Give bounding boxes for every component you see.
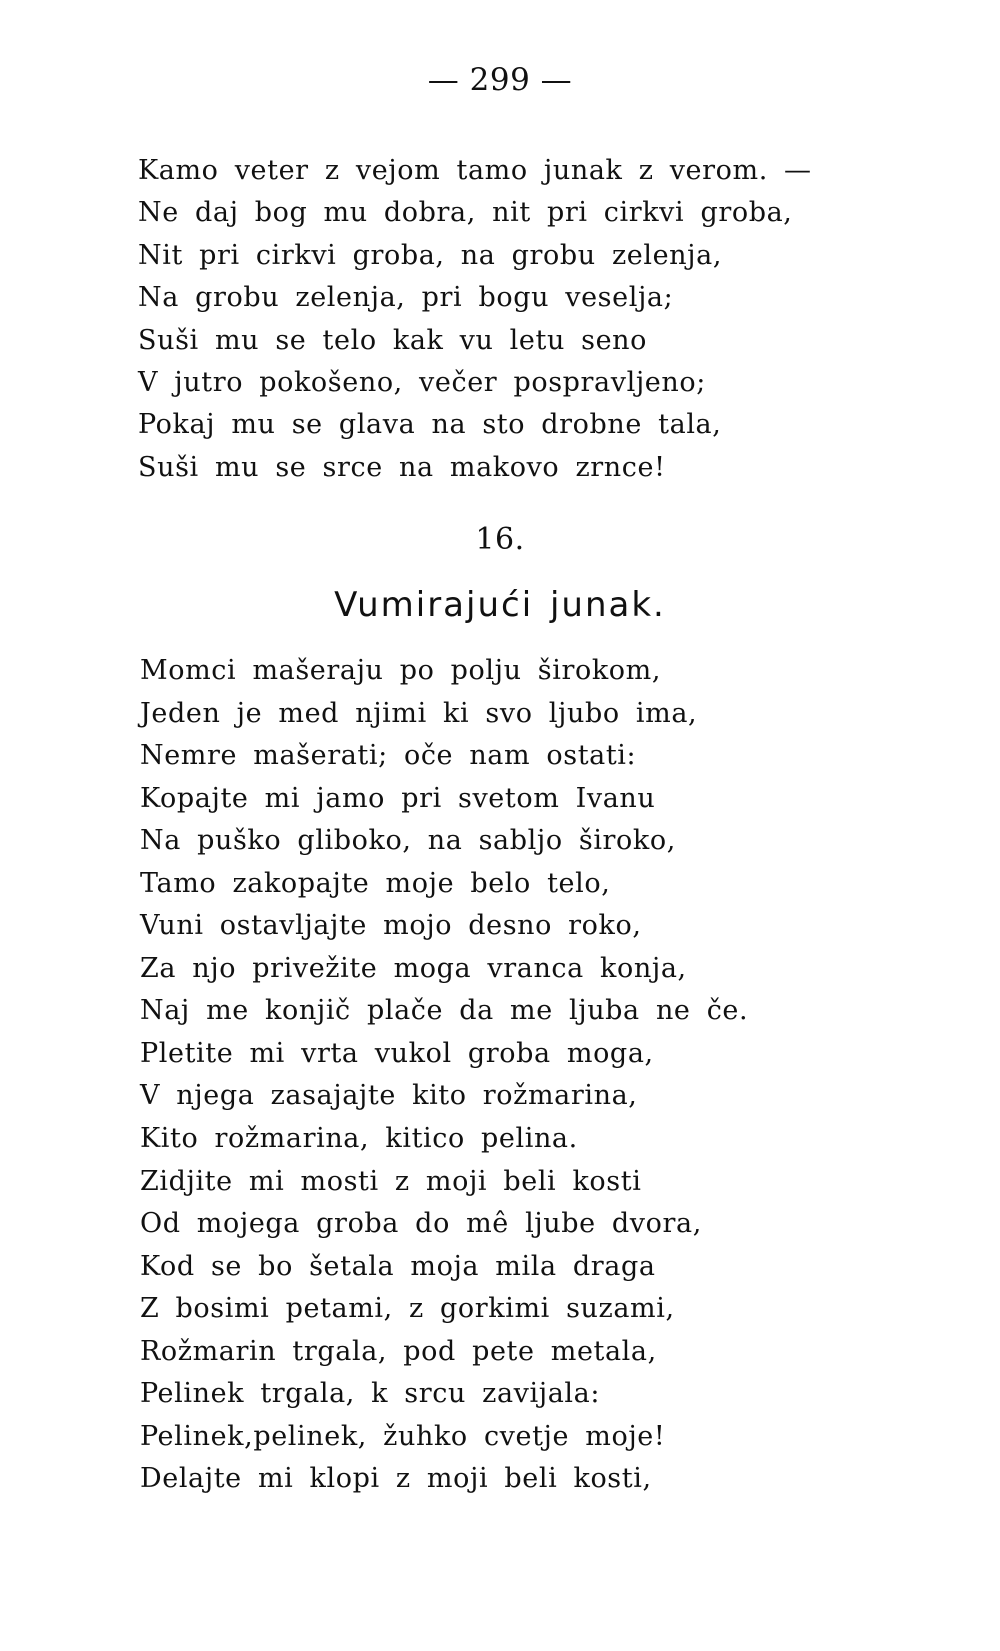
section-title: Vumirajući junak.: [334, 585, 666, 625]
page-number: — 299 —: [427, 62, 573, 98]
verse-line: Suši mu se telo kak vu letu seno: [138, 324, 647, 356]
verse-line: Tamo zakopajte moje belo telo,: [140, 867, 611, 899]
verse-line: V jutro pokošeno, večer pospravljeno;: [138, 366, 706, 398]
verse-line: Ne daj bog mu dobra, nit pri cirkvi groba,: [138, 197, 793, 229]
poem-body: [140, 650, 748, 1501]
verse-line: Naj me konjič plače da me ljuba ne če.: [140, 995, 749, 1027]
verse-line: Nit pri cirkvi groba, na grobu zelenja,: [138, 239, 723, 271]
top-stanza: [138, 150, 812, 489]
verse-line: Jeden je med njimi ki svo ljubo ima,: [140, 697, 698, 729]
verse-line: Rožmarin trgala, pod pete metala,: [140, 1335, 657, 1367]
verse-line: Kito rožmarina, kitico pelina.: [140, 1123, 578, 1155]
verse-line: Vuni ostavljajte mojo desno roko,: [140, 910, 642, 942]
verse-line: Na grobu zelenja, pri bogu veselja;: [138, 282, 674, 314]
verse-line: Zidjite mi mosti z moji beli kosti: [140, 1165, 642, 1197]
verse-line: Pokaj mu se glava na sto drobne tala,: [138, 409, 722, 441]
verse-line: V njega zasajajte kito rožmarina,: [140, 1080, 638, 1112]
verse-line: Z bosimi petami, z gorkimi suzami,: [140, 1293, 675, 1325]
verse-line: Kopajte mi jamo pri svetom Ivanu: [140, 782, 656, 814]
verse-line: Suši mu se srce na makovo zrnce!: [138, 451, 666, 483]
verse-line: Nemre mašerati; oče nam ostati:: [140, 740, 637, 772]
verse-line: Kamo veter z vejom tamo junak z verom. —: [138, 155, 812, 186]
verse-line: Kod se bo šetala moja mila draga: [140, 1250, 656, 1282]
section-number: 16.: [475, 522, 525, 557]
verse-line: Delajte mi klopi z moji beli kosti,: [140, 1463, 652, 1495]
verse-line: Pletite mi vrta vukol groba moga,: [140, 1037, 654, 1069]
verse-line: Od mojega groba do mê ljube dvora,: [140, 1208, 702, 1240]
verse-line: Na puško gliboko, na sabljo široko,: [140, 825, 676, 857]
verse-line: Momci mašeraju po polju širokom,: [140, 655, 662, 686]
verse-line: Pelinek trgala, k srcu zavijala:: [140, 1378, 601, 1410]
verse-line: Za njo privežite moga vranca konja,: [140, 952, 687, 984]
verse-line: Pelinek,pelinek, žuhko cvetje moje!: [140, 1420, 666, 1452]
